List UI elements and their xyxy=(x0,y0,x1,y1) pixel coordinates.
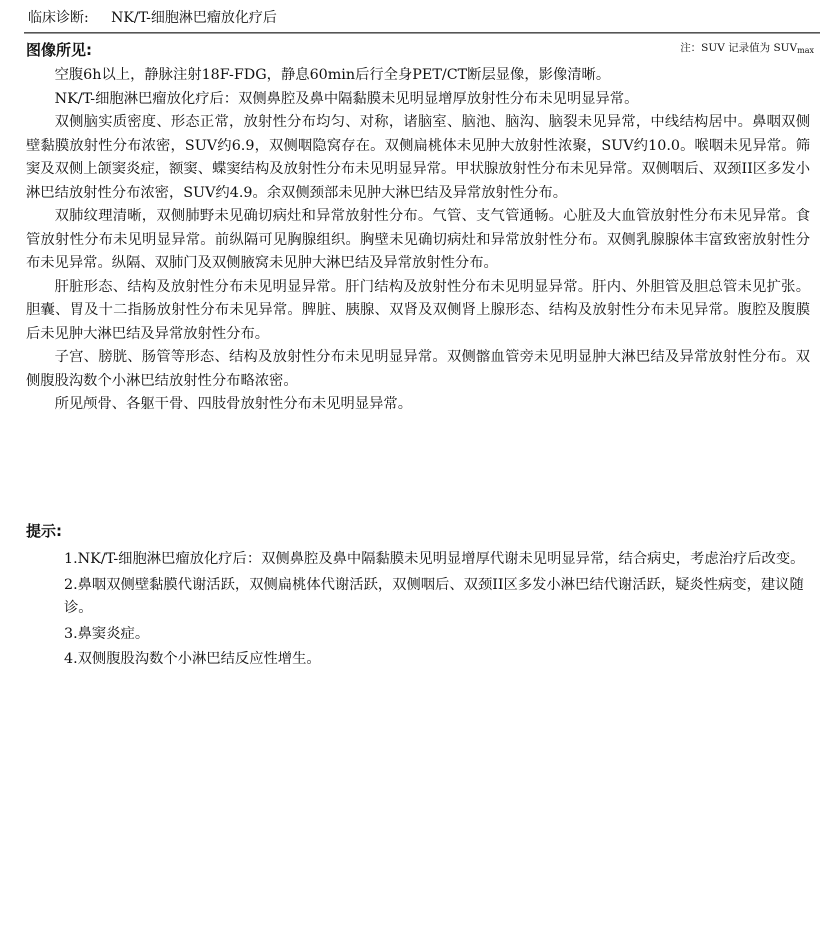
findings-paragraph-nasal: NK/T-细胞淋巴瘤放化疗后：双侧鼻腔及鼻中隔黏膜未见明显增厚放射性分布未见明显异常。 xyxy=(54,90,639,107)
clinical-diagnosis-value: NK/T-细胞淋巴瘤放化疗后 xyxy=(111,10,277,26)
hint-item: 3.鼻窦炎症。 xyxy=(64,625,150,642)
clinical-diagnosis-label: 临床诊断: xyxy=(28,10,89,26)
findings-paragraph-protocol: 空腹6h以上，静脉注射18F-FDG，静息60min后行全身PET/CT断层显像，影像清晰。 xyxy=(54,67,611,83)
findings-paragraph-bones: 所见颅骨、各躯干骨、四肢骨放射性分布未见明显异常。 xyxy=(54,396,413,412)
hint-item: 2.鼻咽双侧壁黏膜代谢活跃，双侧扁桃体代谢活跃，双侧咽后、双颈II区多发小淋巴结代谢活跃，疑炎性病变，建议随诊。 xyxy=(64,576,804,616)
findings-paragraph-chest: 双肺纹理清晰，双侧肺野未见确切病灶和异常放射性分布。气管、支气管通畅。心脏及大血管放射性分布未见异常。食管放射性分布未见明显异常。前纵隔可见胸腺组织。胸壁未见确切病灶和异常放射性分布。双侧乳腺腺体丰富致密放射性分布未见异常。纵隔、双肺门及双侧腋窝未见肿大淋巴结及异常放射性分布。 xyxy=(26,208,810,271)
hint-item: 4.双侧腹股沟数个小淋巴结反应性增生。 xyxy=(64,651,321,667)
findings-paragraph-pelvis: 子宫、膀胱、肠管等形态、结构及放射性分布未见明显异常。双侧髂血管旁未见明显肿大淋巴结及异常放射性分布。双侧腹股沟数个小淋巴结放射性分布略浓密。 xyxy=(26,349,810,389)
findings-heading: 图像所见: xyxy=(26,41,92,59)
clinical-diagnosis xyxy=(28,8,277,28)
findings-paragraph-abdomen: 肝脏形态、结构及放射性分布未见明显异常。肝门结构及放射性分布未见明显异常。肝内、外胆管及胆总管未见扩张。胆囊、胃及十二指肠放射性分布未见异常。脾脏、胰腺、双肾及双侧肾上腺形态、结构及放射性分布未见异常。腹腔及腹膜后未见肿大淋巴结及异常放射性分布。 xyxy=(26,278,810,342)
hints-heading: 提示: xyxy=(26,522,62,540)
hint-item: 1.NK/T-细胞淋巴瘤放化疗后：双侧鼻腔及鼻中隔黏膜未见明显增厚代谢未见明显异常，结合病史，考虑治疗后改变。 xyxy=(64,551,805,567)
suv-note xyxy=(680,41,814,58)
suv-note-text: 注：SUV 记录值为 SUV xyxy=(680,42,798,54)
findings-body xyxy=(26,64,810,417)
findings-paragraph-head-neck: 双侧脑实质密度、形态正常，放射性分布均匀、对称，诸脑室、脑池、脑沟、脑裂未见异常，中线结构居中。鼻咽双侧壁黏膜放射性分布浓密，SUV约6.9，双侧咽隐窝存在。双侧扁桃体未见肿大放射性浓聚，SUV约10.0。喉咽未见异常。筛窦及双侧上颌窦炎症，额窦、蝶窦结构及放射性分布未见明显异常。甲状腺放射性分布未见异常。双侧咽后、双颈II区多发小淋巴结放射性分布浓密，SUV约4.9。余双侧颈部未见肿大淋巴结及异常放射性分布。 xyxy=(26,114,810,201)
suv-note-subscript: max xyxy=(797,46,814,55)
header-divider-secondary xyxy=(24,33,820,34)
hints-list xyxy=(64,548,812,674)
